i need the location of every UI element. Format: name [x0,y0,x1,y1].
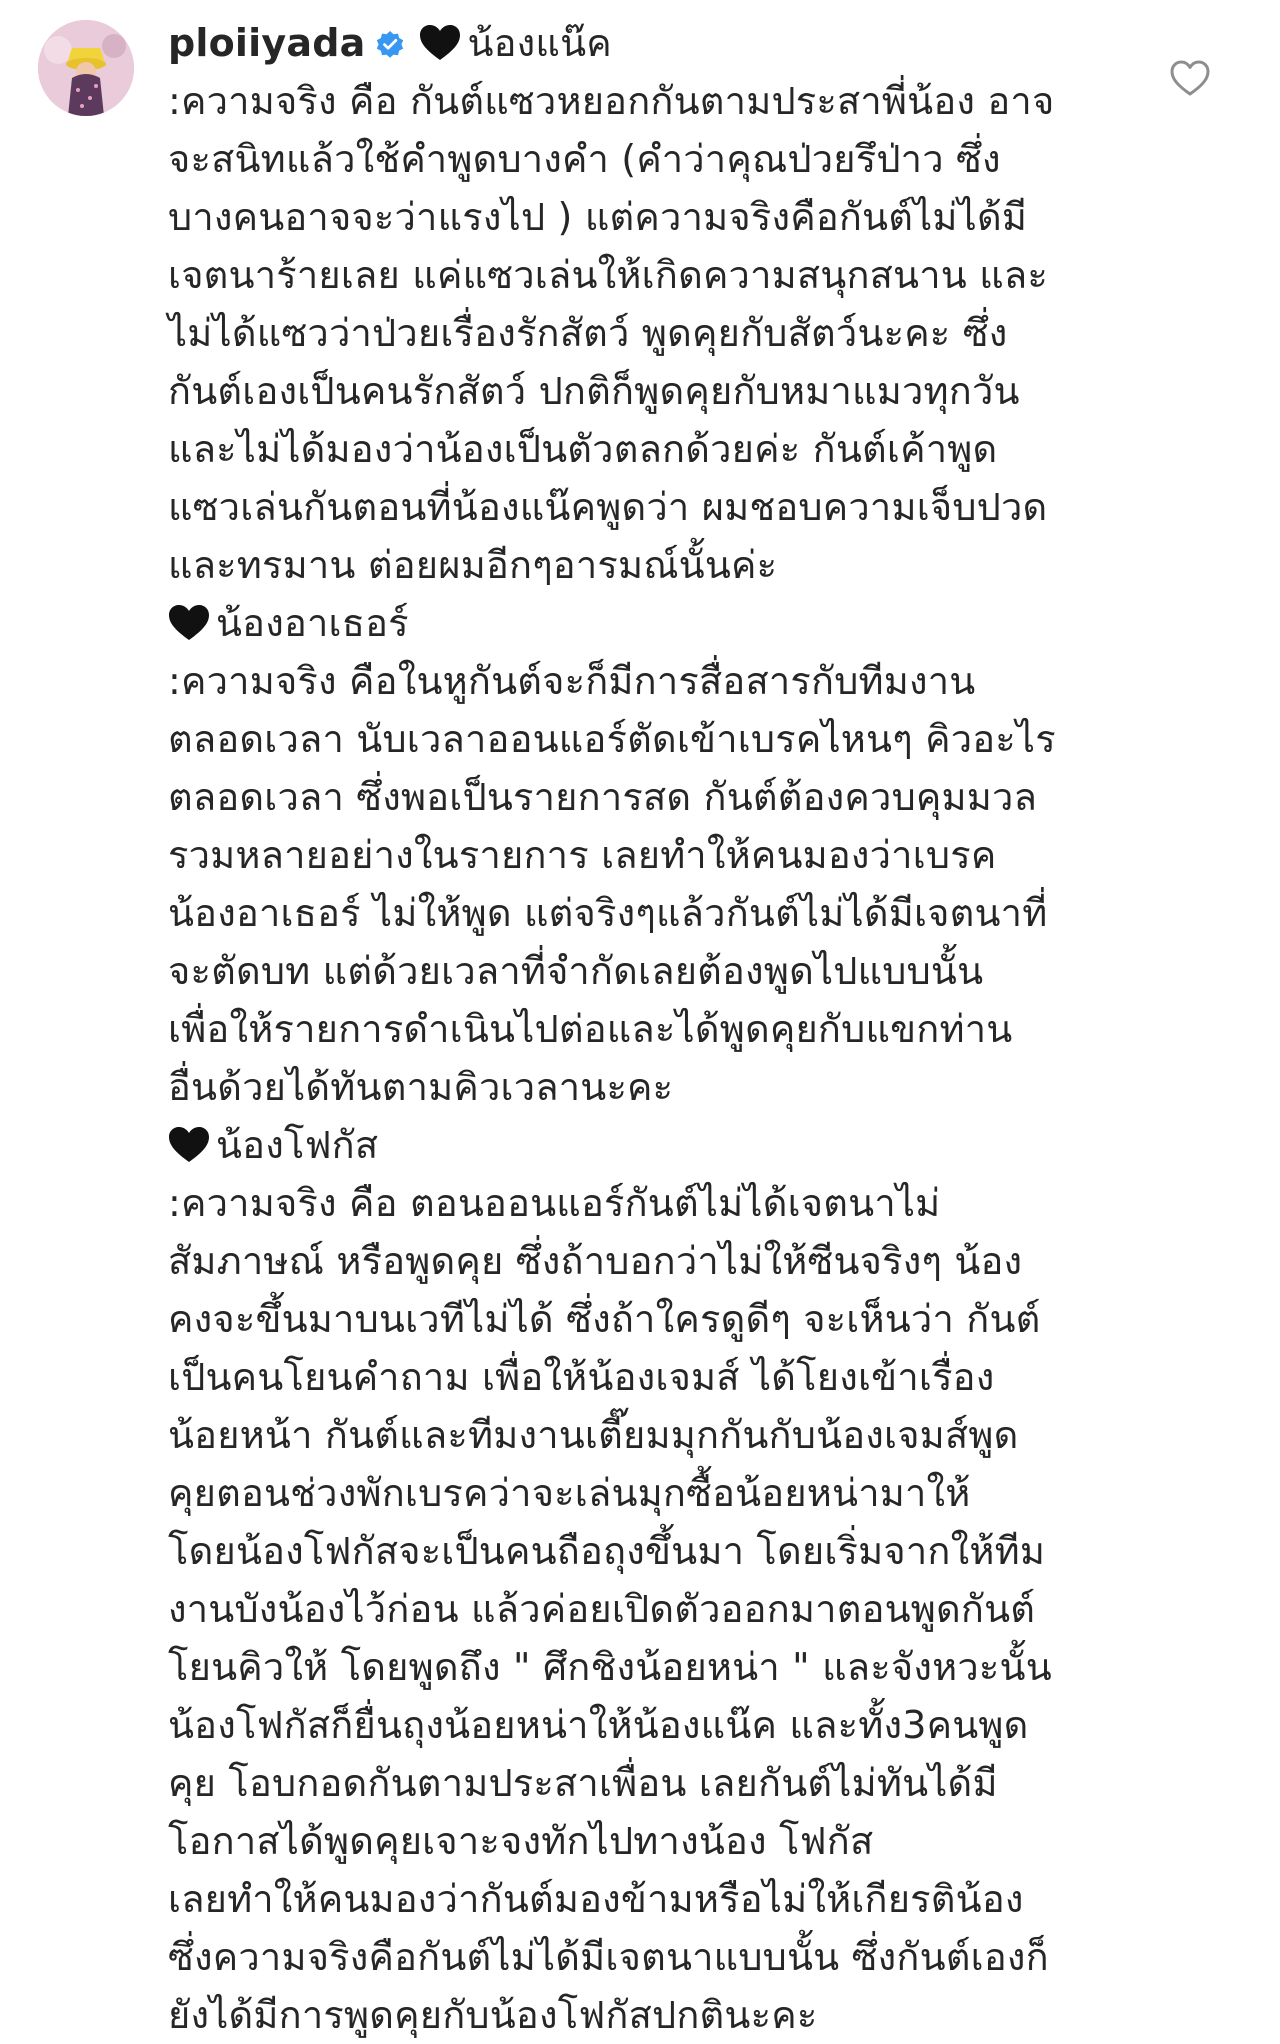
text-line: เจตนาร้ายเลย แค่แซวเล่นให้เกิดความสนุกสนาน และ [168,253,1049,297]
avatar[interactable] [38,20,134,116]
text-line: โอกาสได้พูดคุยเจาะจงทักไปทางน้อง โฟกัส [168,1819,874,1863]
text-line: กันต์เองเป็นคนรักสัตว์ ปกติก็พูดคุยกับหมาแมวทุกวัน [168,369,1020,413]
section3-body [168,1174,1128,2044]
text-line: จะสนิทแล้วใช้คำพูดบางคำ (คำว่าคุณป่วยรึป่าว ซึ่ง [168,137,1001,181]
comment-header [168,14,1128,72]
black-heart-icon [168,1122,210,1180]
comment-body [168,14,1128,2044]
text-line: ซึ่งความจริงคือกันต์ไม่ได้มีเจตนาแบบนั้น ซึ่งกันต์เองก็ [168,1935,1049,1979]
text-line: คุย โอบกอดกันตามประสาเพื่อน เลยกันต์ไม่ทันได้มี [168,1761,998,1805]
text-line: :ความจริง คือ ตอนออนแอร์กันต์ไม่ได้เจตนาไม่ [168,1181,941,1225]
text-line: โดยน้องโฟกัสจะเป็นคนถือถุงขึ้นมา โดยเริ่มจากให้ทีม [168,1529,1046,1573]
section3-header [168,1116,1128,1174]
text-line: :ความจริง คือในหูกันต์จะก็มีการสื่อสารกับทีมงาน [168,659,976,703]
text-line: น้องอาเธอร์ ไม่ให้พูด แต่จริงๆแล้วกันต์ไม่ได้มีเจตนาที่ [168,891,1048,935]
text-line: จะตัดบท แต่ด้วยเวลาที่จำกัดเลยต้องพูดไปแบบนั้น [168,949,984,993]
username[interactable]: ploiiyada [168,21,366,65]
text-line: ตลอดเวลา นับเวลาออนแอร์ตัดเข้าเบรคไหนๆ คิวอะไร [168,717,1056,761]
text-line: เป็นคนโยนคำถาม เพื่อให้น้องเจมส์ ได้โยงเข้าเรื่อง [168,1355,995,1399]
section1-body [168,72,1128,594]
like-button[interactable] [1168,56,1212,100]
heart-outline-icon [1168,85,1212,104]
section3-title: น้องโฟกัส [216,1123,379,1167]
verified-badge-icon [375,18,405,76]
text-line: เลยทำให้คนมองว่ากันต์มองข้ามหรือไม่ให้เกียรติน้อง [168,1877,1024,1921]
text-line: น้อยหน้า กันต์และทีมงานเตี๊ยมมุกกันกับน้องเจมส์พูด [168,1413,1019,1457]
text-line: สัมภาษณ์ หรือพูดคุย ซึ่งถ้าบอกว่าไม่ให้ซีนจริงๆ น้อง [168,1239,1023,1283]
text-line: งานบังน้องไว้ก่อน แล้วค่อยเปิดตัวออกมาตอนพูดกันต์ [168,1587,1036,1631]
text-line: แซวเล่นกันตอนที่น้องแน๊คพูดว่า ผมชอบความเจ็บปวด [168,485,1048,529]
black-heart-icon [168,600,210,658]
text-line: เพื่อให้รายการดำเนินไปต่อและได้พูดคุยกับแขกท่าน [168,1007,1013,1051]
text-line: โยนคิวให้ โดยพูดถึง " ศึกชิงน้อยหน่า " และจังหวะนั้น [168,1645,1052,1689]
text-line: อื่นด้วยได้ทันตามคิวเวลานะคะ [168,1065,674,1109]
text-line: ยังได้มีการพูดคุยกับน้องโฟกัสปกตินะคะ [168,1993,818,2037]
text-line: และไม่ได้มองว่าน้องเป็นตัวตลกด้วยค่ะ กันต์เค้าพูด [168,427,998,471]
text-line: ไม่ได้แซวว่าป่วยเรื่องรักสัตว์ พูดคุยกับสัตว์นะคะ ซึ่ง [168,311,1008,355]
section2-body [168,652,1128,1116]
text-line: น้องโฟกัสก็ยื่นถุงน้อยหน่าให้น้องแน๊ค และทั้ง3คนพูด [168,1703,1029,1747]
text-line: คุยตอนช่วงพักเบรคว่าจะเล่นมุกซื้อน้อยหน่ามาให้ [168,1471,971,1515]
section2-header [168,594,1128,652]
section1-title: น้องแน๊ค [467,21,612,65]
text-line: ตลอดเวลา ซึ่งพอเป็นรายการสด กันต์ต้องควบคุมมวล [168,775,1038,819]
text-line: คงจะขึ้นมาบนเวทีไม่ได้ ซึ่งถ้าใครดูดีๆ จะเห็นว่า กันต์ [168,1297,1041,1341]
text-line: :ความจริง คือ กันต์แซวหยอกกันตามประสาพี่น้อง อาจ [168,79,1055,123]
black-heart-icon [419,20,461,78]
text-line: และทรมาน ต่อยผมอีกๆอารมณ์นั้นค่ะ [168,543,778,587]
text-line: รวมหลายอย่างในรายการ เลยทำให้คนมองว่าเบรค [168,833,997,877]
text-line: บางคนอาจจะว่าแรงไป ) แต่ความจริงคือกันต์ไม่ได้มี [168,195,1028,239]
section2-title: น้องอาเธอร์ [216,601,409,645]
